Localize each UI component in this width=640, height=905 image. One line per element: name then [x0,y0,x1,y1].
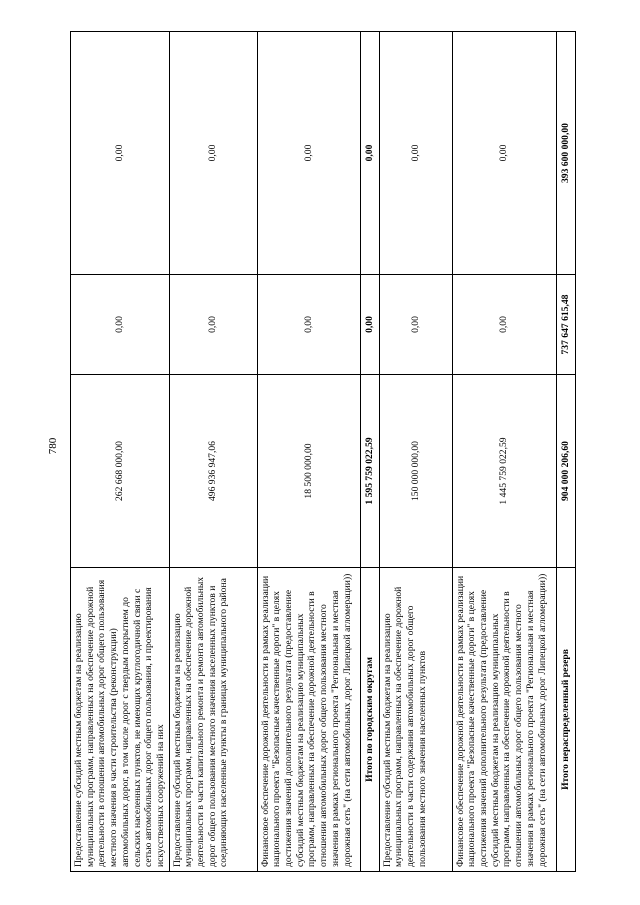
row-description: Итого по городским округам [360,568,379,872]
budget-table [70,31,576,872]
row-description: Предоставление субсидий местным бюджетам на реализацию муниципальных программ, направленных на обеспечение дорожной деятельности в части содержания автомобильных дорог общего пользования местного значения населенных пунктов [379,568,452,872]
table-row [452,32,556,872]
table-row [257,32,360,872]
rotated-page [70,32,570,872]
value-3: 0,00 [379,32,452,275]
table-row [71,32,170,872]
value-1: 904 000 206,60 [556,375,575,568]
value-1: 262 668 000,00 [71,375,170,568]
row-description: Финансовое обеспечение дорожной деятельности в рамках реализации национального проекта "Безопасные качественные дороги" в целях достижения значений дополнительного результата (предоставление субсидий местным бюджетам на реализацию муниципальных программ, направленных на обеспечение дорожной деятельности в отношении автомобильных дорог общего пользования местного значения в рамках регионального проекта "Региональная и местная дорожная сеть" (на сети автомобильных дорог Липецкой агломерации)) [257,568,360,872]
value-1: 18 500 000,00 [257,375,360,568]
value-3: 0,00 [257,32,360,275]
value-1: 1 445 759 022,59 [452,375,556,568]
value-2: 0,00 [169,275,257,375]
value-3: 0,00 [452,32,556,275]
value-1: 496 936 947,06 [169,375,257,568]
value-3: 0,00 [169,32,257,275]
value-2: 0,00 [379,275,452,375]
page-number: 780 [47,437,59,455]
total-row [360,32,379,872]
total-row [556,32,575,872]
value-1: 1 595 759 022,59 [360,375,379,568]
row-description: Итого нераспределенный резерв [556,568,575,872]
table-row [379,32,452,872]
value-2: 737 647 615,48 [556,275,575,375]
row-description: Предоставление субсидий местным бюджетам на реализацию муниципальных программ, направленных на обеспечение дорожной деятельности в отношении автомобильных дорог общего пользования местного значения в части строительства (реконструкции) автомобильных дорог, в том числе дорог с твердым покрытием до сельских населенных пунктов, не имеющих круглогодичной связи с сетью автомобильных дорог общего пользования, и проектирования искусственных сооружений на них [71,568,170,872]
value-3: 0,00 [360,32,379,275]
value-3: 0,00 [71,32,170,275]
row-description: Финансовое обеспечение дорожной деятельности в рамках реализации национального проекта "Безопасные качественные дороги" в целях достижения значений дополнительного результата (предоставление субсидий местным бюджетам на реализацию муниципальных программ, направленных на обеспечение дорожной деятельности в отношении автомобильных дорог общего пользования местного значения в рамках регионального проекта "Региональная и местная дорожная сеть" (на сети автомобильных дорог Липецкой агломерации)) [452,568,556,872]
value-2: 0,00 [452,275,556,375]
value-2: 0,00 [360,275,379,375]
table-row [169,32,257,872]
row-description: Предоставление субсидий местным бюджетам на реализацию муниципальных программ, направленных на обеспечение дорожной деятельности в части капитального ремонта и ремонта автомобильных дорог общего пользования местного значения населенных пунктов и соединяющих населенные пункты в границах муниципального района [169,568,257,872]
table-body [71,32,576,872]
value-2: 0,00 [257,275,360,375]
value-3: 393 600 000,00 [556,32,575,275]
value-2: 0,00 [71,275,170,375]
value-1: 150 000 000,00 [379,375,452,568]
